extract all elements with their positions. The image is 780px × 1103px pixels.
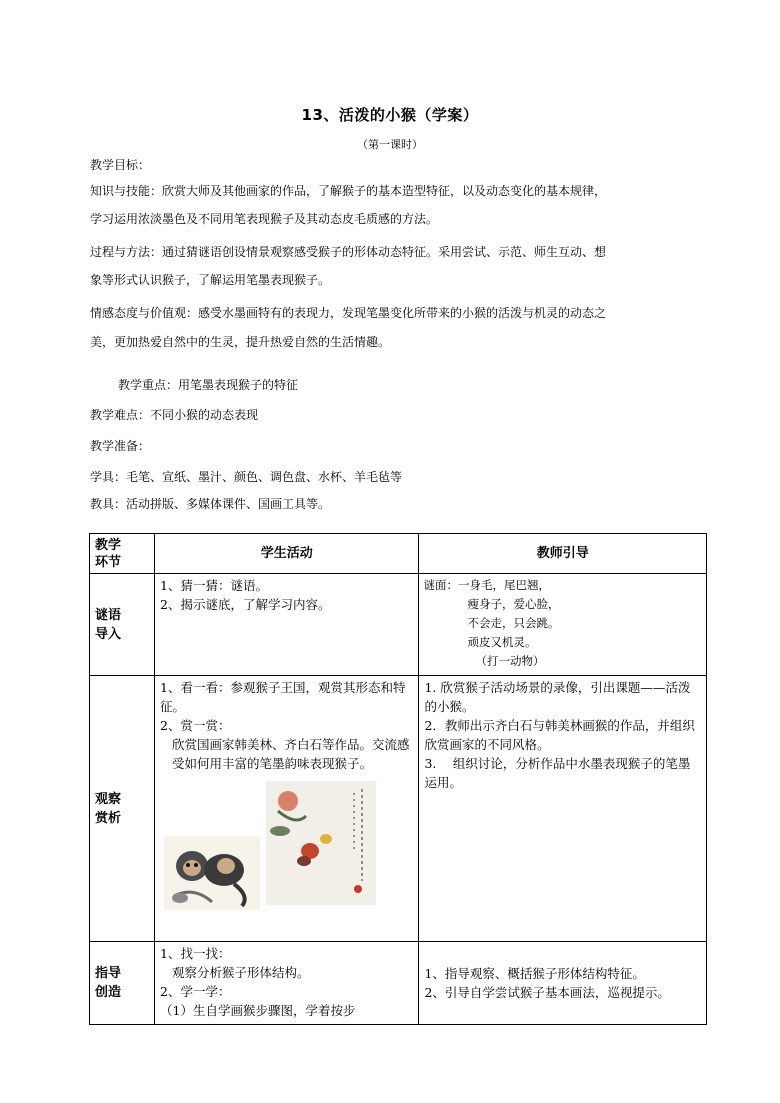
han-meilin-monkey-painting [164, 836, 260, 910]
lesson-period: （第一课时） [357, 138, 423, 151]
riddle-teacher-guidance: 谜面：一身毛，尾巴翘， 瘦身子，爱心脸， 不会走，只会跳。 顽皮又机灵。 （打一动物） [419, 574, 707, 676]
table-row-observe [90, 676, 707, 942]
header-teacher-guidance: 教师引导 [419, 534, 707, 574]
teacher-tools: 教具：活动拼版、多媒体课件、国画工具等。 [90, 497, 331, 511]
process-methods-line1: 过程与方法：通过猜谜语创设情景观察感受猴子的形体动态特征。采用尝试、示范、师生互动、想 [90, 245, 607, 259]
section-guide-create: 指导 创造 [90, 942, 155, 1025]
process-methods-line2: 象等形式认识猴子，了解运用笔墨表现猴子。 [90, 273, 331, 287]
guide-teacher-guidance: 1、指导观察、概括猴子形体结构特征。 2、引导自学尝试猴子基本画法，巡视提示。 [419, 942, 707, 1025]
emotion-values-line2: 美，更加热爱自然中的生灵，提升热爱自然的生活情趣。 [90, 335, 391, 349]
student-tools: 学具：毛笔、宣纸、墨汁、颜色、调色盘、水杯、羊毛毡等 [90, 470, 403, 484]
table-row-guide [90, 942, 707, 1025]
table-row-riddle [90, 574, 707, 676]
section-riddle-intro: 谜语 导入 [90, 574, 155, 676]
key-point: 教学重点：用笔墨表现猴子的特征 [118, 378, 299, 392]
section-observe-appreciate: 观察 赏析 [90, 676, 155, 942]
preparation-heading: 教学准备： [90, 439, 151, 453]
emotion-values-line1: 情感态度与价值观：感受水墨画特有的表现力，发现笔墨变化所带来的小猴的活泼与机灵的动态之 [90, 306, 607, 320]
lesson-table [89, 533, 707, 1025]
table-header-row [90, 534, 707, 574]
difficulty: 教学难点：不同小猴的动态表现 [90, 408, 259, 422]
guide-student-activity: 1、找一找： 观察分析猴子形体结构。 2、学一学： （1）生自学画猴步骤图，学着按步 [155, 942, 419, 1025]
header-student-activity: 学生活动 [155, 534, 419, 574]
qi-baishi-peach-painting [266, 781, 376, 905]
painting-images [160, 781, 413, 917]
observe-student-activity: 1、看一看：参观猴子王国，观赏其形态和特征。 2、赏一赏： 欣赏国画家韩美林、齐白石等作品。交流感受如何用丰富的笔墨韵味表现猴子。 [155, 676, 419, 942]
riddle-student-activity: 1、猜一猜：谜语。 2、揭示谜底，了解学习内容。 [155, 574, 419, 676]
document-title: 13、活泼的小猴（学案） [301, 106, 479, 124]
knowledge-skills-line2: 学习运用浓淡墨色及不同用笔表现猴子及其动态皮毛质感的方法。 [90, 212, 439, 226]
header-stage: 教学 环节 [90, 534, 155, 574]
observe-teacher-guidance: 1. 欣赏猴子活动场景的录像，引出课题——活泼的小猴。 2．教师出示齐白石与韩美林画猴的作品，并组织欣赏画家的不同风格。 3. 组织讨论，分析作品中水墨表现猴子的笔墨运用。 [419, 676, 707, 942]
objectives-heading: 教学目标： [90, 158, 151, 172]
knowledge-skills-line1: 知识与技能：欣赏大师及其他画家的作品，了解猴子的基本造型特征，以及动态变化的基本规律， [90, 184, 607, 198]
